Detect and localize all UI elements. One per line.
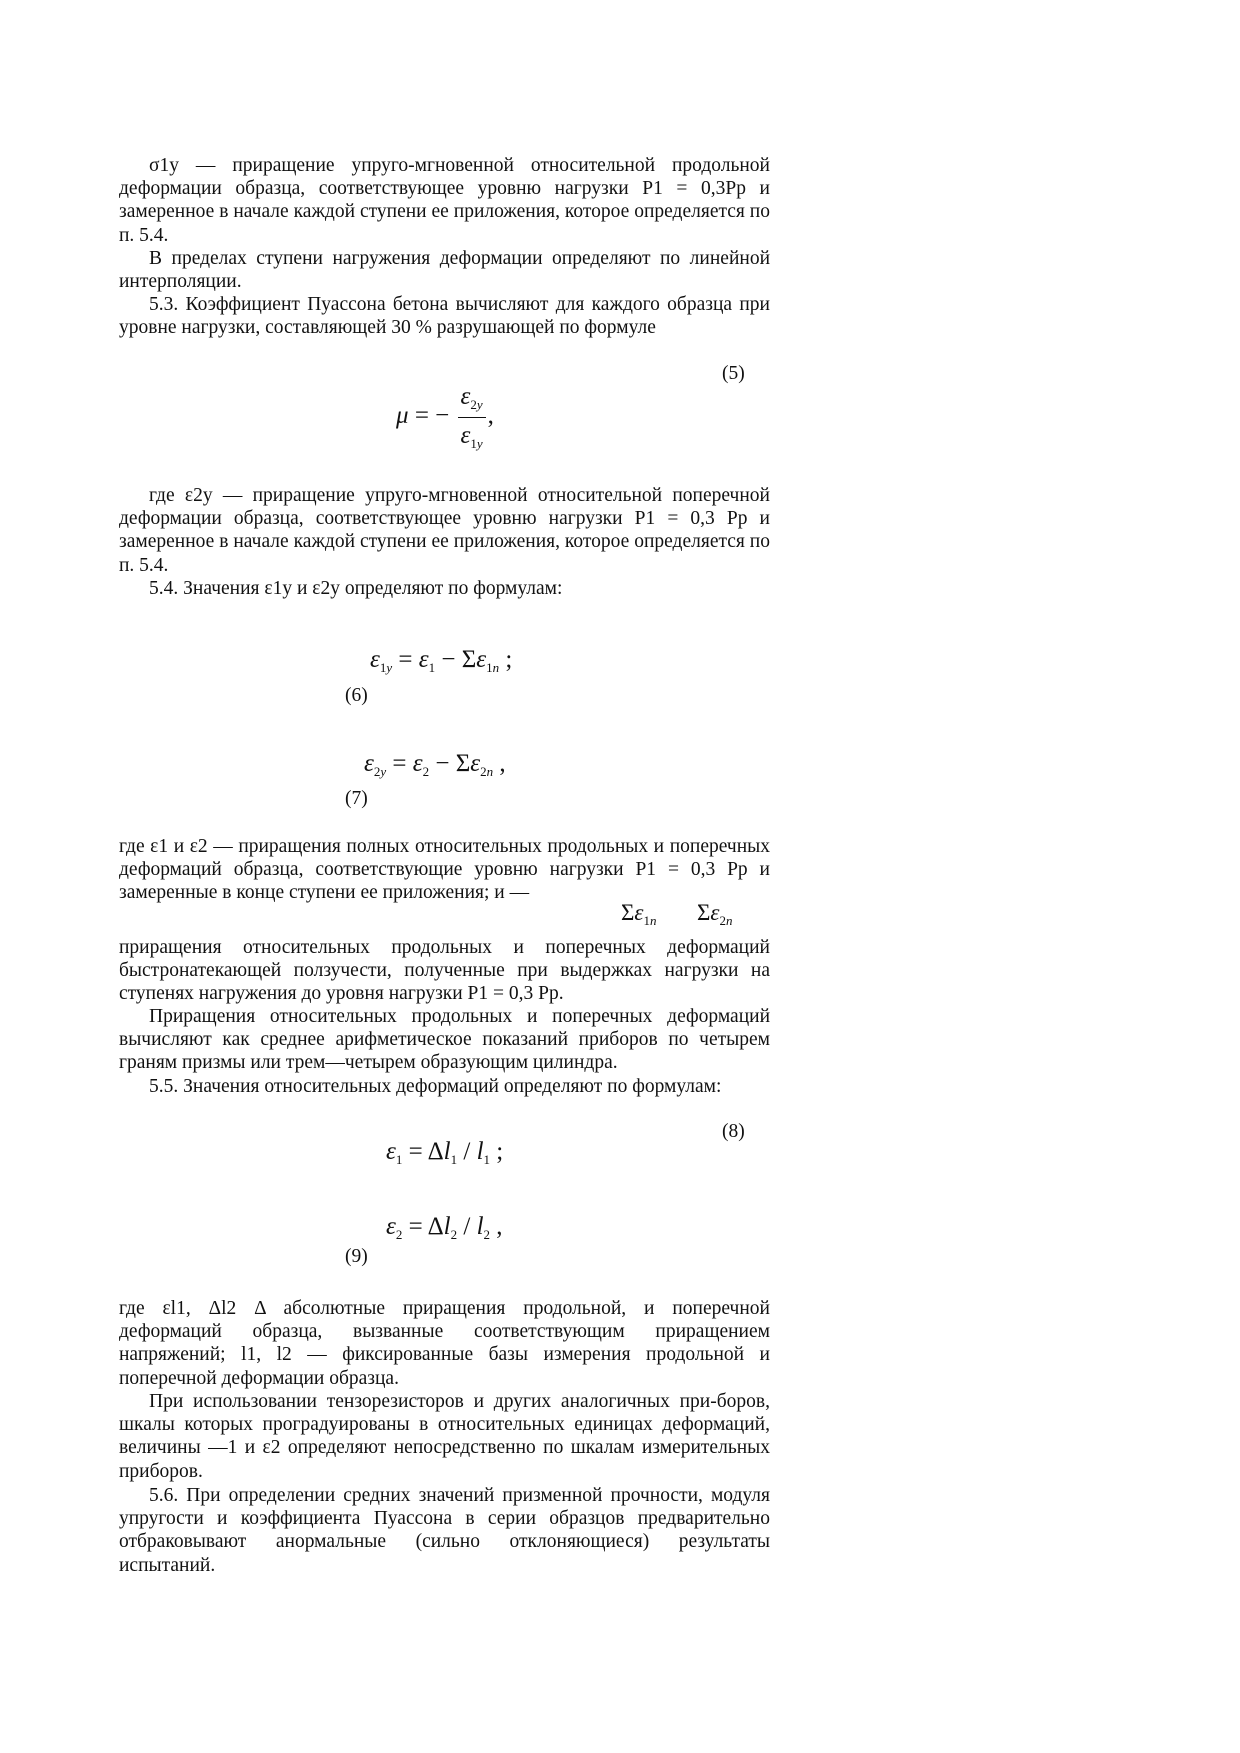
paragraph-1: σ1у — приращение упруго-мгновенной относительной продольной деформации образца, соответствующее уровню нагрузки P1 = 0,3Pp и замеренное в начале каждой ступени ее приложения, которое определяется по п. 5.4. [119, 155, 770, 246]
paragraph-9: 5.5. Значения относительных деформаций определяют по формулам: [149, 1076, 722, 1097]
formula-7: $\varepsilon_{2y} = \varepsilon_2 - \Sigma\varepsilon_{2n}$ , [364, 750, 506, 779]
paragraph-11: При использовании тензорезисторов и других аналогичных при-боров, шкалы которых проградуированы в относительных единицах деформаций, величины —1 и ε2 определяют непосредственно по шкалам измерительных приборов. [119, 1391, 770, 1482]
paragraph-5: 5.4. Значения ε1у и ε2у определяют по формулам: [149, 578, 563, 599]
equation-number-7: (7) [345, 788, 368, 809]
formula-8: $\varepsilon_1 = \Delta l_1 / l_1$ ; [386, 1138, 504, 1167]
paragraph-4: где ε2у — приращение упруго-мгновенной относительной поперечной деформации образца, соответствующее уровню нагрузки P1 = 0,3 Pp и замеренное в начале каждой ступени ее приложения, которое определяется по п. 5.4. [119, 485, 770, 576]
formula-6: $\varepsilon_{1y} = \varepsilon_1 - \Sigma\varepsilon_{1n}$ ; [370, 646, 513, 675]
formula-5: μ = − $\frac{\varepsilon_{2y}}{\varepsilon_{1y}}$ , [396, 383, 494, 451]
inline-formula-sum-e2n: $\Sigma\varepsilon_{2n}$ [697, 900, 733, 928]
inline-formula-sum-e1n: $\Sigma\varepsilon_{1n}$ [621, 900, 657, 928]
paragraph-2: В пределах ступени нагружения деформации определяют по линейной интерполяции. [119, 248, 770, 293]
equation-number-9: (9) [345, 1246, 368, 1267]
paragraph-10: где εl1, Δl2 Δ абсолютные приращения продольной, и поперечной деформаций образца, вызванные соответствующим приращением напряжений; l1, l2 — фиксированные базы измерения продольной и поперечной деформации образца. [119, 1298, 770, 1389]
equation-number-6: (6) [345, 685, 368, 706]
equation-number-8: (8) [722, 1121, 745, 1142]
paragraph-6: где ε1 и ε2 — приращения полных относительных продольных и поперечных деформаций образца, соответствующие уровню нагрузки P1 = 0,3 Pp и замеренные в конце ступени ее приложения; и — [119, 836, 770, 904]
paragraph-3: 5.3. Коэффициент Пуассона бетона вычисляют для каждого образца при уровне нагрузки, составляющей 30 % разрушающей по формуле [119, 294, 770, 339]
paragraph-12: 5.6. При определении средних значений призменной прочности, модуля упругости и коэффициента Пуассона в серии образцов предварительно отбраковывают анормальные (сильно отклоняющиеся) результаты испытаний. [119, 1485, 770, 1576]
paragraph-8: Приращения относительных продольных и поперечных деформаций вычисляют как среднее арифметическое показаний приборов по четырем граням призмы или трем—четырем образующим цилиндра. [119, 1006, 770, 1074]
paragraph-7: приращения относительных продольных и поперечных деформаций быстронатекающей ползучести, полученные при выдержках нагрузки на ступенях нагружения до уровня нагрузки P1 = 0,3 Pp. [119, 937, 770, 1005]
equation-number-5: (5) [722, 363, 745, 384]
formula-9: $\varepsilon_2 = \Delta l_2 / l_2$ , [386, 1213, 503, 1242]
